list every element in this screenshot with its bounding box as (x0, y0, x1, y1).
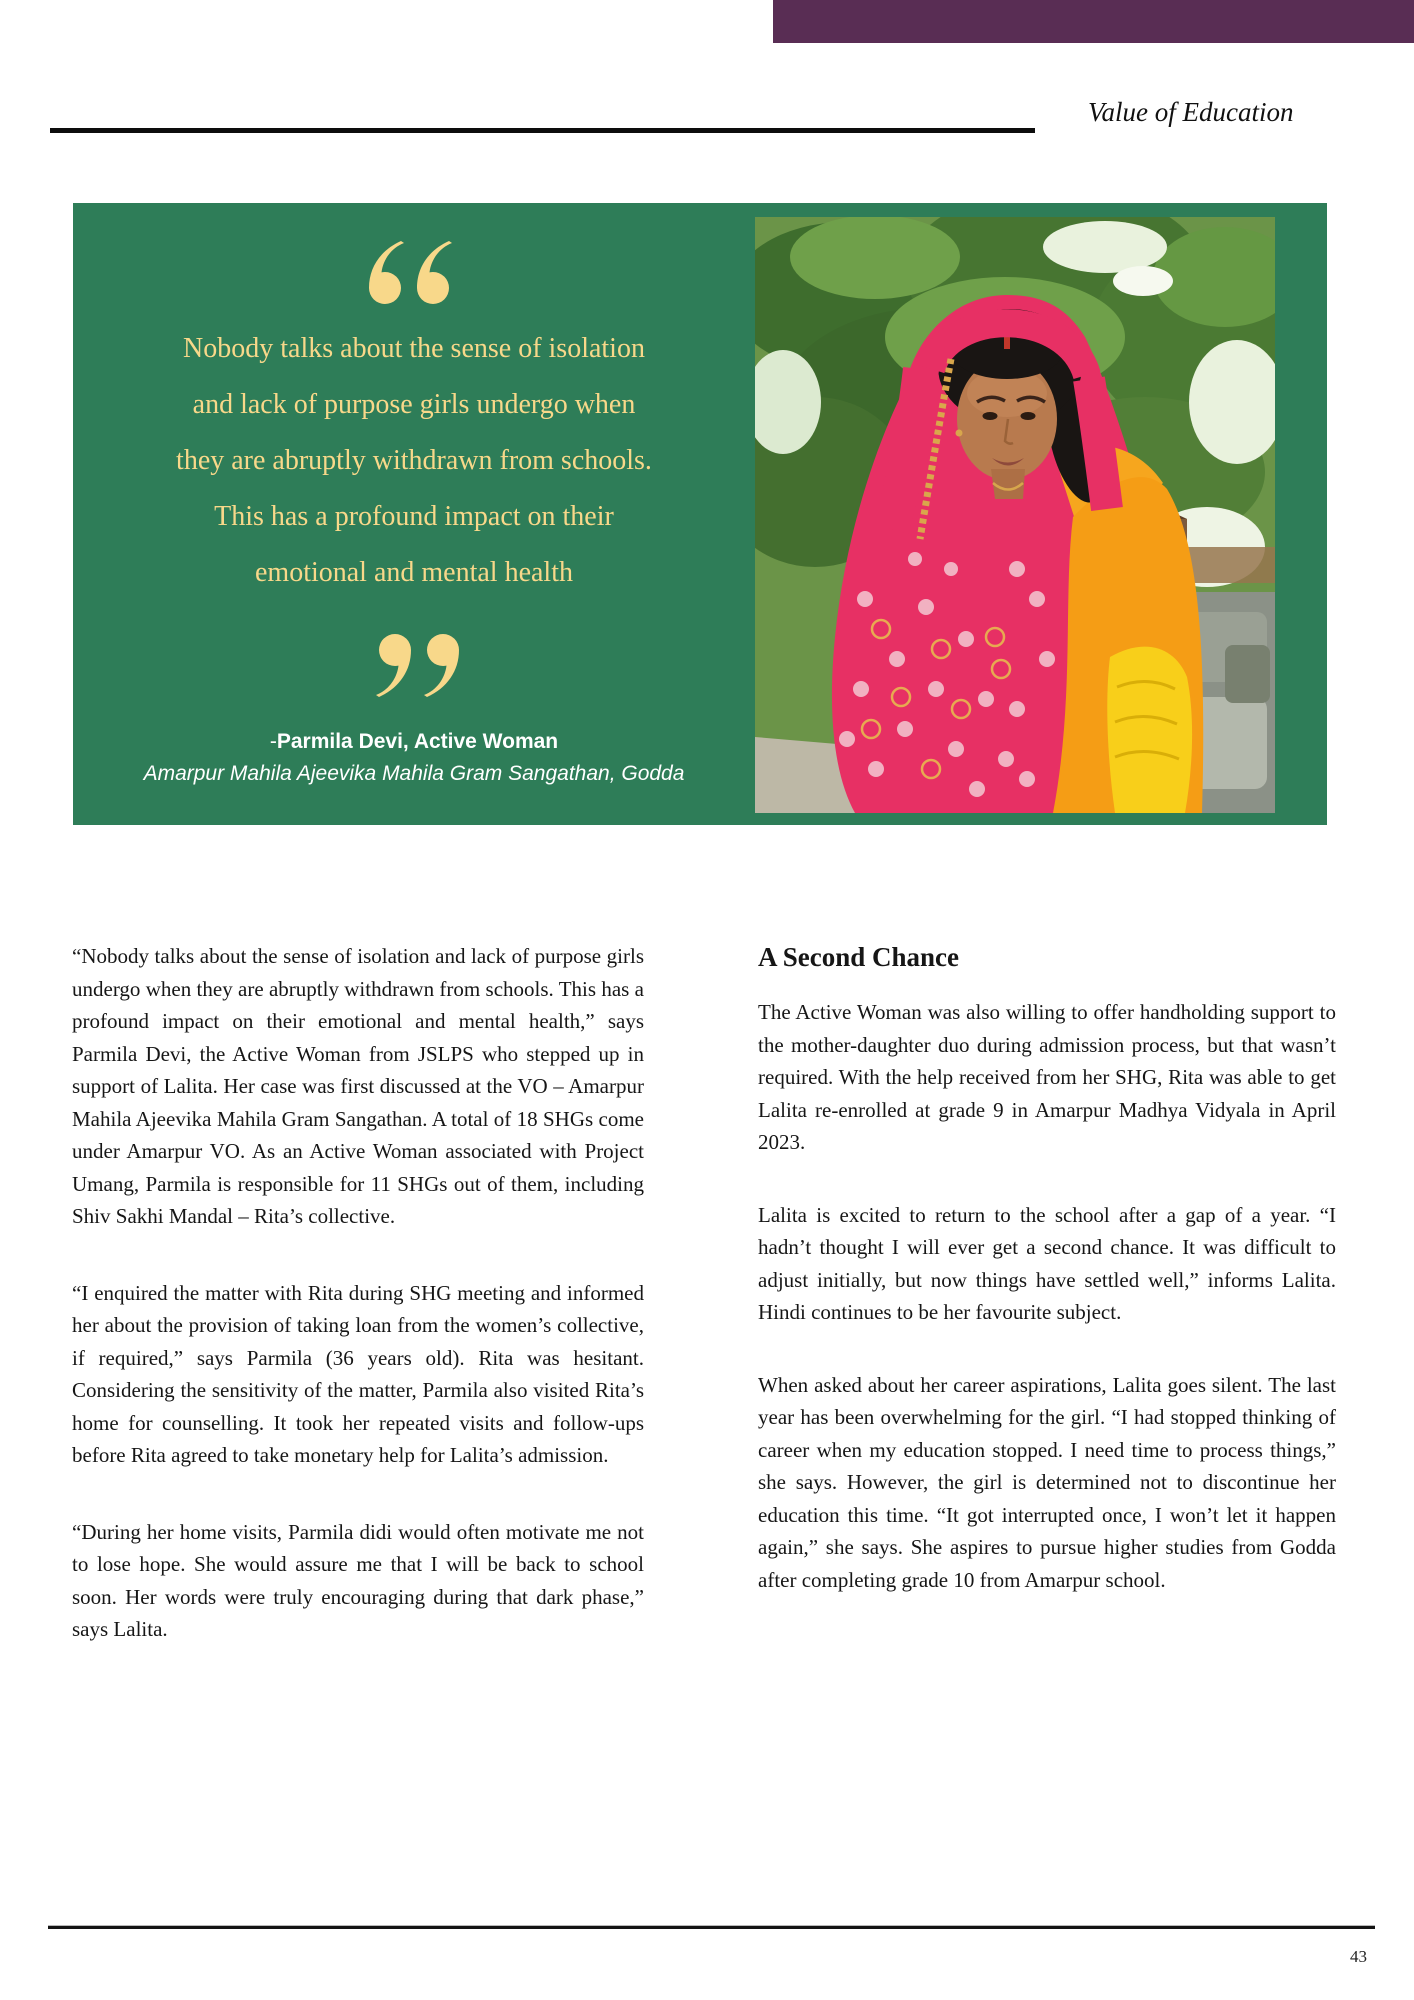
paragraph: The Active Woman was also willing to offer handholding support to the mother-daughter duo during admission process, but that wasn’t required. With the help received from her SHG, Rita was able to get Lalita re-enrolled at grade 9 in Amarpur Madhya Vidyala in April 2023. (758, 1000, 1336, 1154)
attribution-org: Amarpur Mahila Ajeevika Mahila Gram Sangathan, Godda (143, 762, 685, 785)
top-accent-bar (773, 0, 1414, 43)
right-column (758, 940, 1336, 1636)
footer-rule (48, 1925, 1375, 1929)
section-heading: A Second Chance (758, 942, 960, 972)
close-quote-icon (73, 631, 755, 699)
left-column (72, 940, 644, 1690)
quote-box (73, 203, 1327, 825)
paragraph: Lalita is excited to return to the school after a gap of a year. “I hadn’t thought I will ever get a second chance. It was difficult to adjust initially, but now things have settled well,” informs Lalita. Hindi continues to be her favourite subject. (758, 1202, 1336, 1324)
paragraph: “Nobody talks about the sense of isolation and lack of purpose girls undergo when they are abruptly withdrawn from schools. This has a profound impact on their emotional and mental health,” says Parmila Devi, the Active Woman from JSLPS who stepped up in support of Lalita. Her case was first discussed at the VO – Amarpur Mahila Ajeevika Mahila Gram Sangathan. A total of 18 SHGs come under Amarpur VO. As an Active Woman associated with Project Umang, Parmila is responsible for 11 SHGs out of them, including Shiv Sakhi Mandal – Rita’s collective. (72, 944, 644, 1228)
quote-line: Nobody talks about the sense of isolation (183, 333, 645, 364)
quote-content (73, 203, 755, 825)
attribution-dash: - (269, 730, 277, 753)
attribution-name: Parmila Devi, Active Woman (276, 730, 559, 753)
page-title: Value of Education (1088, 97, 1294, 127)
quote-line: and lack of purpose girls undergo when (192, 389, 636, 420)
page-number: 43 (1350, 1947, 1367, 1966)
header-rule (50, 128, 1035, 133)
quote-line: This has a profound impact on their (214, 501, 614, 532)
quote-line: they are abruptly withdrawn from schools. (176, 445, 652, 476)
paragraph: “I enquired the matter with Rita during SHG meeting and informed her about the provision of taking loan from the women’s collective, if required,” says Parmila (36 years old). Rita was hesitant. Considering the sensitivity of the matter, Parmila also visited Rita’s home for counselling. It took her repeated visits and follow-ups before Rita agreed to take monetary help for Lalita’s admission. (72, 1280, 644, 1467)
quote-line: emotional and mental health (254, 557, 573, 588)
attribution-name-line (83, 730, 745, 754)
quote-text (93, 321, 735, 601)
portrait-photo (755, 217, 1275, 813)
open-quote-icon (73, 239, 755, 307)
paragraph: “During her home visits, Parmila didi would often motivate me not to lose hope. She would assure me that I will be back to school soon. Her words were truly encouraging during that dark phase,” says Lalita. (72, 1519, 644, 1641)
paragraph: When asked about her career aspirations, Lalita goes silent. The last year has been overwhelming for the girl. “I had stopped thinking of career when my education stopped. I need time to process things,” she says. However, the girl is determined not to discontinue her education this time. “It got interrupted once, I won’t let it happen again,” she says. She aspires to pursue higher studies from Godda after completing grade 10 from Amarpur school. (758, 1372, 1336, 1592)
